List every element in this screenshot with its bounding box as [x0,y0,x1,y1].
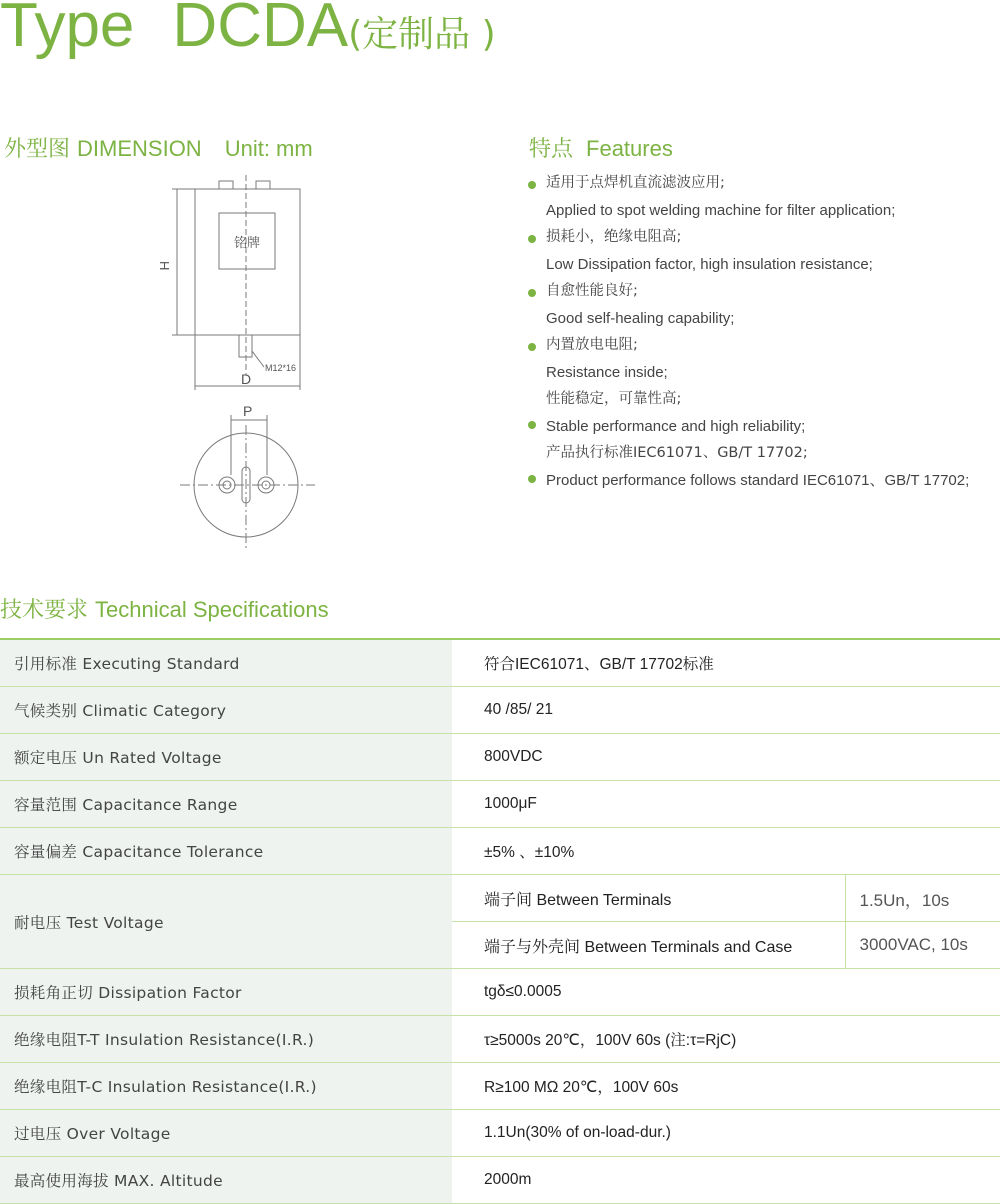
spec-value: τ≥5000s 20℃，100V 60s (注:τ=RjC) [452,1016,1000,1063]
feature-item [528,467,998,494]
specs-heading [0,593,329,624]
spec-value: 1000μF [452,781,1000,828]
feature-text: 损耗小，绝缘电阻高; [546,229,682,245]
spec-label: 容量范围 Capacitance Range [0,781,452,828]
feature-text: 产品执行标准IEC61071、GB/T 17702; [546,445,808,461]
dimension-drawing [150,175,330,565]
feature-item [528,197,998,224]
table-row [0,969,1000,1016]
dimension-heading-en: DIMENSION [77,136,202,161]
specs-heading-cn: 技术要求 [0,598,89,623]
nameplate-label: 铭牌 [234,236,261,251]
table-row [0,875,1000,922]
spec-value: 800VDC [452,734,1000,781]
table-row [0,828,1000,875]
dimension-unit: Unit: mm [224,136,313,161]
feature-item [528,359,998,386]
feature-item [528,332,998,359]
feature-item [528,224,998,251]
table-row [0,1016,1000,1063]
bullet-icon [528,181,536,189]
dimension-heading [4,132,313,163]
bullet-icon [528,235,536,243]
capacitor-body [195,189,300,335]
dimension-heading-cn: 外型图 [4,137,71,162]
title-custom-label: (定制品 ) [348,14,496,55]
title-model: DCDA [172,0,349,60]
test-voltage-sub-value: 1.5Un，10s [845,875,1000,922]
spec-label: 引用标准 Executing Standard [0,639,452,687]
table-row [0,687,1000,734]
spec-value: 符合IEC61071、GB/T 17702标准 [452,639,1000,687]
table-row [0,639,1000,687]
spec-label: 损耗角正切 Dissipation Factor [0,969,452,1016]
test-voltage-sub-label: 端子与外壳间 Between Terminals and Case [452,922,845,969]
label-p: P [243,403,253,419]
bullet-icon [528,475,536,483]
table-row [0,1110,1000,1157]
feature-text: Good self-healing capability; [546,310,735,327]
spec-label: 耐电压 Test Voltage [0,875,452,969]
specs-table [0,638,1000,1204]
label-h: H [157,261,172,271]
features-heading-cn: 特点 [529,137,574,162]
feature-text: 适用于点焊机直流滤波应用; [546,175,725,191]
feature-item [528,386,998,413]
feature-item [528,440,998,467]
feature-item [528,170,998,197]
spec-value: 1.1Un(30% of on-load-dur.) [452,1110,1000,1157]
spec-value: 40 /85/ 21 [452,687,1000,734]
feature-item [528,413,998,440]
spec-value: tgδ≤0.0005 [452,969,1000,1016]
bullet-icon [528,421,536,429]
title-type-word: Type [0,0,135,60]
features-heading [529,132,673,163]
table-row [0,1063,1000,1110]
thread-leader [252,351,264,367]
spec-label: 最高使用海拔 MAX. Altitude [0,1157,452,1204]
spec-label: 额定电压 Un Rated Voltage [0,734,452,781]
feature-item [528,278,998,305]
bullet-icon [528,343,536,351]
features-heading-en: Features [586,136,673,161]
spec-value: 2000m [452,1157,1000,1204]
spec-label: 容量偏差 Capacitance Tolerance [0,828,452,875]
label-d: D [241,371,252,387]
terminal-top-right [256,181,270,189]
thread-label: M12*16 [265,363,297,373]
feature-text: Applied to spot welding machine for filter application; [546,202,896,219]
feature-item [528,251,998,278]
specs-heading-en: Technical Specifications [95,597,329,622]
feature-text: 内置放电电阻; [546,337,638,353]
spec-value: ±5% 、±10% [452,828,1000,875]
features-list [528,170,998,494]
test-voltage-sub-label: 端子间 Between Terminals [452,875,845,922]
feature-item [528,305,998,332]
feature-text: Low Dissipation factor, high insulation resistance; [546,256,873,273]
spec-label: 过电压 Over Voltage [0,1110,452,1157]
table-row [0,1157,1000,1204]
product-title [0,0,496,75]
feature-text: Resistance inside; [546,364,668,381]
feature-text: 自愈性能良好; [546,283,638,299]
feature-text: Product performance follows standard IEC61071、GB/T 17702; [546,472,970,489]
spec-label: 绝缘电阻T-C Insulation Resistance(I.R.) [0,1063,452,1110]
test-voltage-sub-value: 3000VAC, 10s [845,922,1000,969]
spec-label: 绝缘电阻T-T Insulation Resistance(I.R.) [0,1016,452,1063]
table-row [0,734,1000,781]
bullet-icon [528,289,536,297]
terminal-top-left [219,181,233,189]
spec-label: 气候类别 Climatic Category [0,687,452,734]
spec-value: R≥100 MΩ 20℃，100V 60s [452,1063,1000,1110]
feature-text: Stable performance and high reliability; [546,418,806,435]
table-row [0,781,1000,828]
feature-text: 性能稳定，可靠性高; [546,391,682,407]
